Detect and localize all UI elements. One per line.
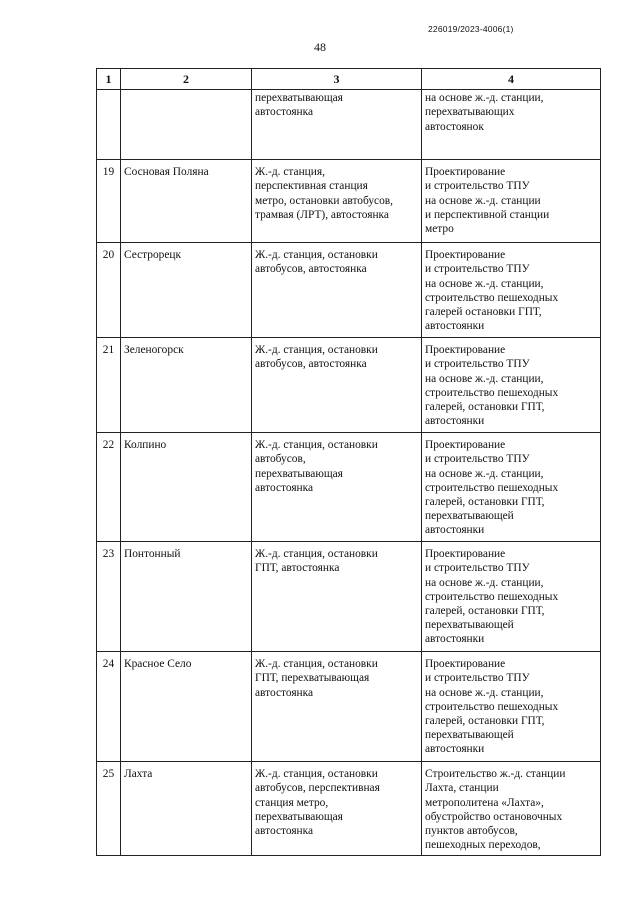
page-number: 48 bbox=[314, 40, 326, 54]
table-row bbox=[97, 652, 601, 762]
measures-cell: Проектирование и строительство ТПУ на основе ж.-д. станции, строительство пешеходных галерей, остановки ГПТ, перехватывающей автостоянки bbox=[422, 542, 601, 652]
objects-cell: Ж.-д. станция, перспективная станция метро, остановки автобусов, трамвая (ЛРТ), автостоянка bbox=[252, 160, 422, 243]
name-cell: Сосновая Поляна bbox=[121, 160, 252, 243]
objects-cell: перехватывающая автостоянка bbox=[252, 90, 422, 160]
table-header-row bbox=[97, 69, 601, 90]
objects-cell: Ж.-д. станция, остановки автобусов, перехватывающая автостоянка bbox=[252, 433, 422, 542]
table-row bbox=[97, 160, 601, 243]
objects-cell: Ж.-д. станция, остановки автобусов, перспективная станция метро, перехватывающая автостоянка bbox=[252, 762, 422, 856]
name-cell: Колпино bbox=[121, 433, 252, 542]
name-cell: Красное Село bbox=[121, 652, 252, 762]
name-cell: Лахта bbox=[121, 762, 252, 856]
objects-cell: Ж.-д. станция, остановки автобусов, автостоянка bbox=[252, 243, 422, 338]
table-row bbox=[97, 542, 601, 652]
document-id: 226019/2023-4006(1) bbox=[428, 24, 514, 34]
table-row-continuation bbox=[97, 90, 601, 160]
column-header-3: 3 bbox=[252, 69, 422, 90]
objects-cell: Ж.-д. станция, остановки автобусов, автостоянка bbox=[252, 338, 422, 433]
column-header-1: 1 bbox=[97, 69, 121, 90]
measures-cell: Проектирование и строительство ТПУ на основе ж.-д. станции, строительство пешеходных галерей, остановки ГПТ, перехватывающей автостоянки bbox=[422, 433, 601, 542]
name-cell: Понтонный bbox=[121, 542, 252, 652]
measures-cell: на основе ж.-д. станции, перехватывающих автостоянок bbox=[422, 90, 601, 160]
table-row bbox=[97, 338, 601, 433]
row-number-cell: 23 bbox=[97, 542, 121, 652]
table-row bbox=[97, 243, 601, 338]
table-row bbox=[97, 762, 601, 856]
row-number-cell bbox=[97, 90, 121, 160]
name-cell: Зеленогорск bbox=[121, 338, 252, 433]
column-header-2: 2 bbox=[121, 69, 252, 90]
row-number-cell: 19 bbox=[97, 160, 121, 243]
measures-cell: Проектирование и строительство ТПУ на основе ж.-д. станции, строительство пешеходных галерей, остановки ГПТ, перехватывающей автостоянки bbox=[422, 652, 601, 762]
measures-cell: Проектирование и строительство ТПУ на основе ж.-д. станции и перспективной станции метро bbox=[422, 160, 601, 243]
measures-cell: Строительство ж.-д. станции Лахта, станции метрополитена «Лахта», обустройство остановочных пунктов автобусов, пешеходных переходов, bbox=[422, 762, 601, 856]
measures-cell: Проектирование и строительство ТПУ на основе ж.-д. станции, строительство пешеходных галерей остановки ГПТ, автостоянки bbox=[422, 243, 601, 338]
table-row bbox=[97, 433, 601, 542]
objects-cell: Ж.-д. станция, остановки ГПТ, перехватывающая автостоянка bbox=[252, 652, 422, 762]
row-number-cell: 25 bbox=[97, 762, 121, 856]
row-number-cell: 22 bbox=[97, 433, 121, 542]
row-number-cell: 21 bbox=[97, 338, 121, 433]
row-number-cell: 24 bbox=[97, 652, 121, 762]
column-header-4: 4 bbox=[422, 69, 601, 90]
data-table bbox=[96, 68, 601, 856]
row-number-cell: 20 bbox=[97, 243, 121, 338]
name-cell: Сестрорецк bbox=[121, 243, 252, 338]
name-cell bbox=[121, 90, 252, 160]
measures-cell: Проектирование и строительство ТПУ на основе ж.-д. станции, строительство пешеходных галерей, остановки ГПТ, автостоянки bbox=[422, 338, 601, 433]
objects-cell: Ж.-д. станция, остановки ГПТ, автостоянка bbox=[252, 542, 422, 652]
